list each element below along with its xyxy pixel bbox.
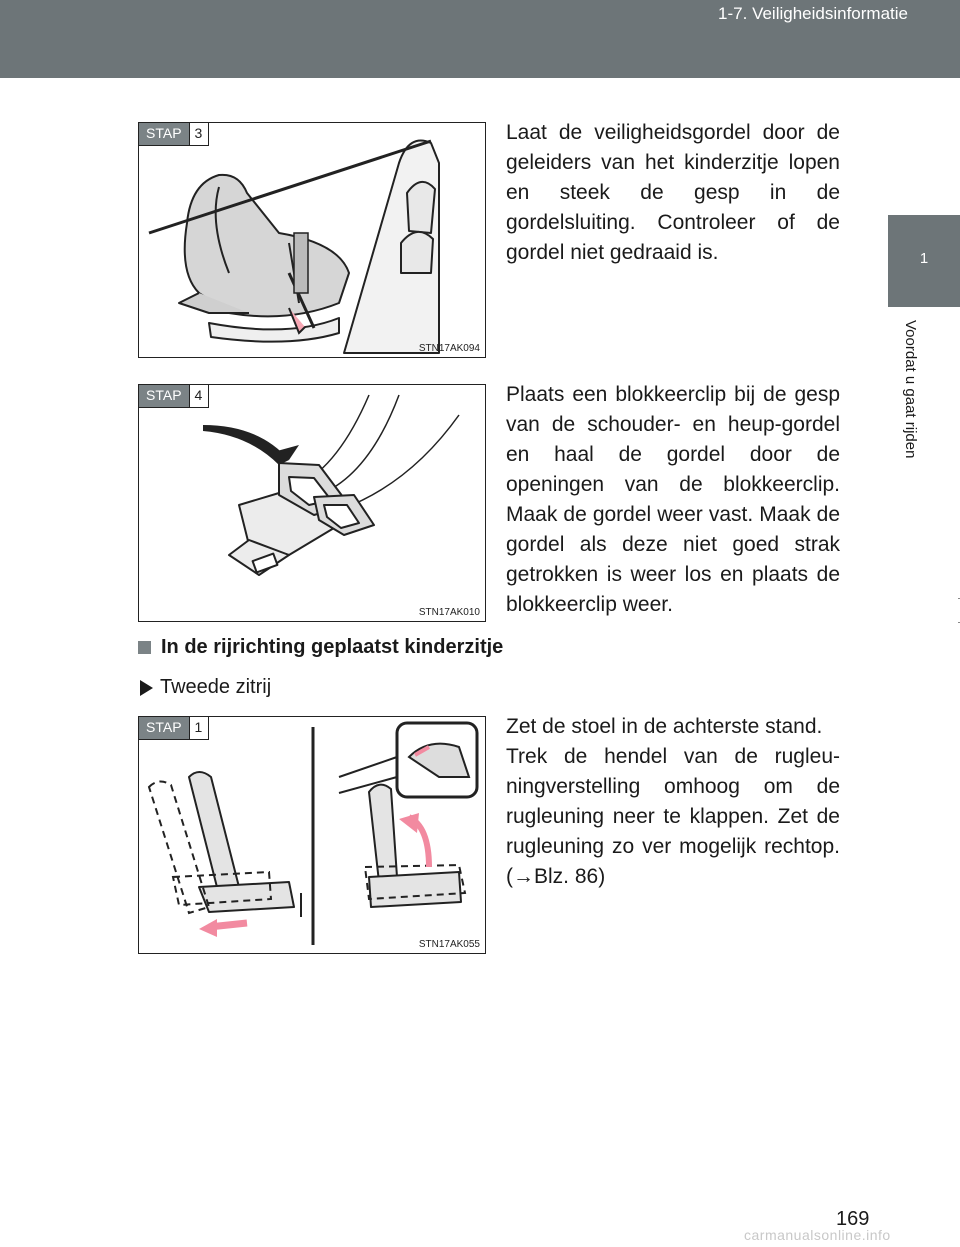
step-1-paragraph-2: Trek de hendel van de rugleu-ningverstelling omhoog om de rugleuning neer te klappen. Zet de rugleuning zo ver mogelijk rechtop. (→Blz. 86) [506,745,840,888]
step-3-text [506,118,840,268]
step-badge-label: STAP [139,385,189,407]
step-badge [139,123,209,146]
chapter-label: Voordat u gaat rijden [902,320,919,459]
subheading-text: Tweede zitrij [160,676,272,698]
step-3-paragraph: Laat de veiligheidsgordel door de geleiders van het kinderzitje lopen en steek de gesp in de gordelsluiting. Controleer of de gordel niet gedraaid is. [506,121,840,264]
step-badge-number: 3 [189,123,209,145]
section-heading-text: In de rijrichting geplaatst kinderzitje [161,636,504,658]
step-1-text [506,712,840,892]
step-4-text [506,380,840,620]
page-number: 169 [836,1208,870,1230]
section-heading [138,636,503,659]
section-title: 1-7. Veiligheidsinformatie [718,4,908,23]
step-1-paragraph-1: Zet de stoel in de achterste stand. [506,715,823,738]
subheading [140,676,271,699]
step-4-paragraph: Plaats een blokkeerclip bij de gesp van de schouder- en heup-gordel en haal de gordel door de openingen van de blokkeerclip. Maak de gordel weer vast. Maak de gordel als deze niet goed strak getrokken is weer los en plaats de blokkeerclip weer. [506,383,840,616]
figure-code: STN17AK055 [418,939,480,950]
square-bullet-icon [138,641,151,654]
step-badge-label: STAP [139,717,189,739]
figure-step-3 [138,122,486,358]
step-badge-label: STAP [139,123,189,145]
seat-recline-illustration [139,717,485,953]
figure-code: STN17AK010 [418,607,480,618]
chapter-number: 1 [919,250,929,267]
child-seat-illustration [139,123,485,357]
step-badge-number: 4 [189,385,209,407]
figure-step-4 [138,384,486,622]
step-badge [139,717,209,740]
triangle-bullet-icon [140,680,153,696]
watermark-text: carmanualsonline.info [744,1227,891,1243]
header-bar [0,0,960,78]
figure-step-1 [138,716,486,954]
step-badge-number: 1 [189,717,209,739]
figure-code: STN17AK094 [418,343,480,354]
step-badge [139,385,209,408]
blocking-clip-illustration [139,385,485,621]
